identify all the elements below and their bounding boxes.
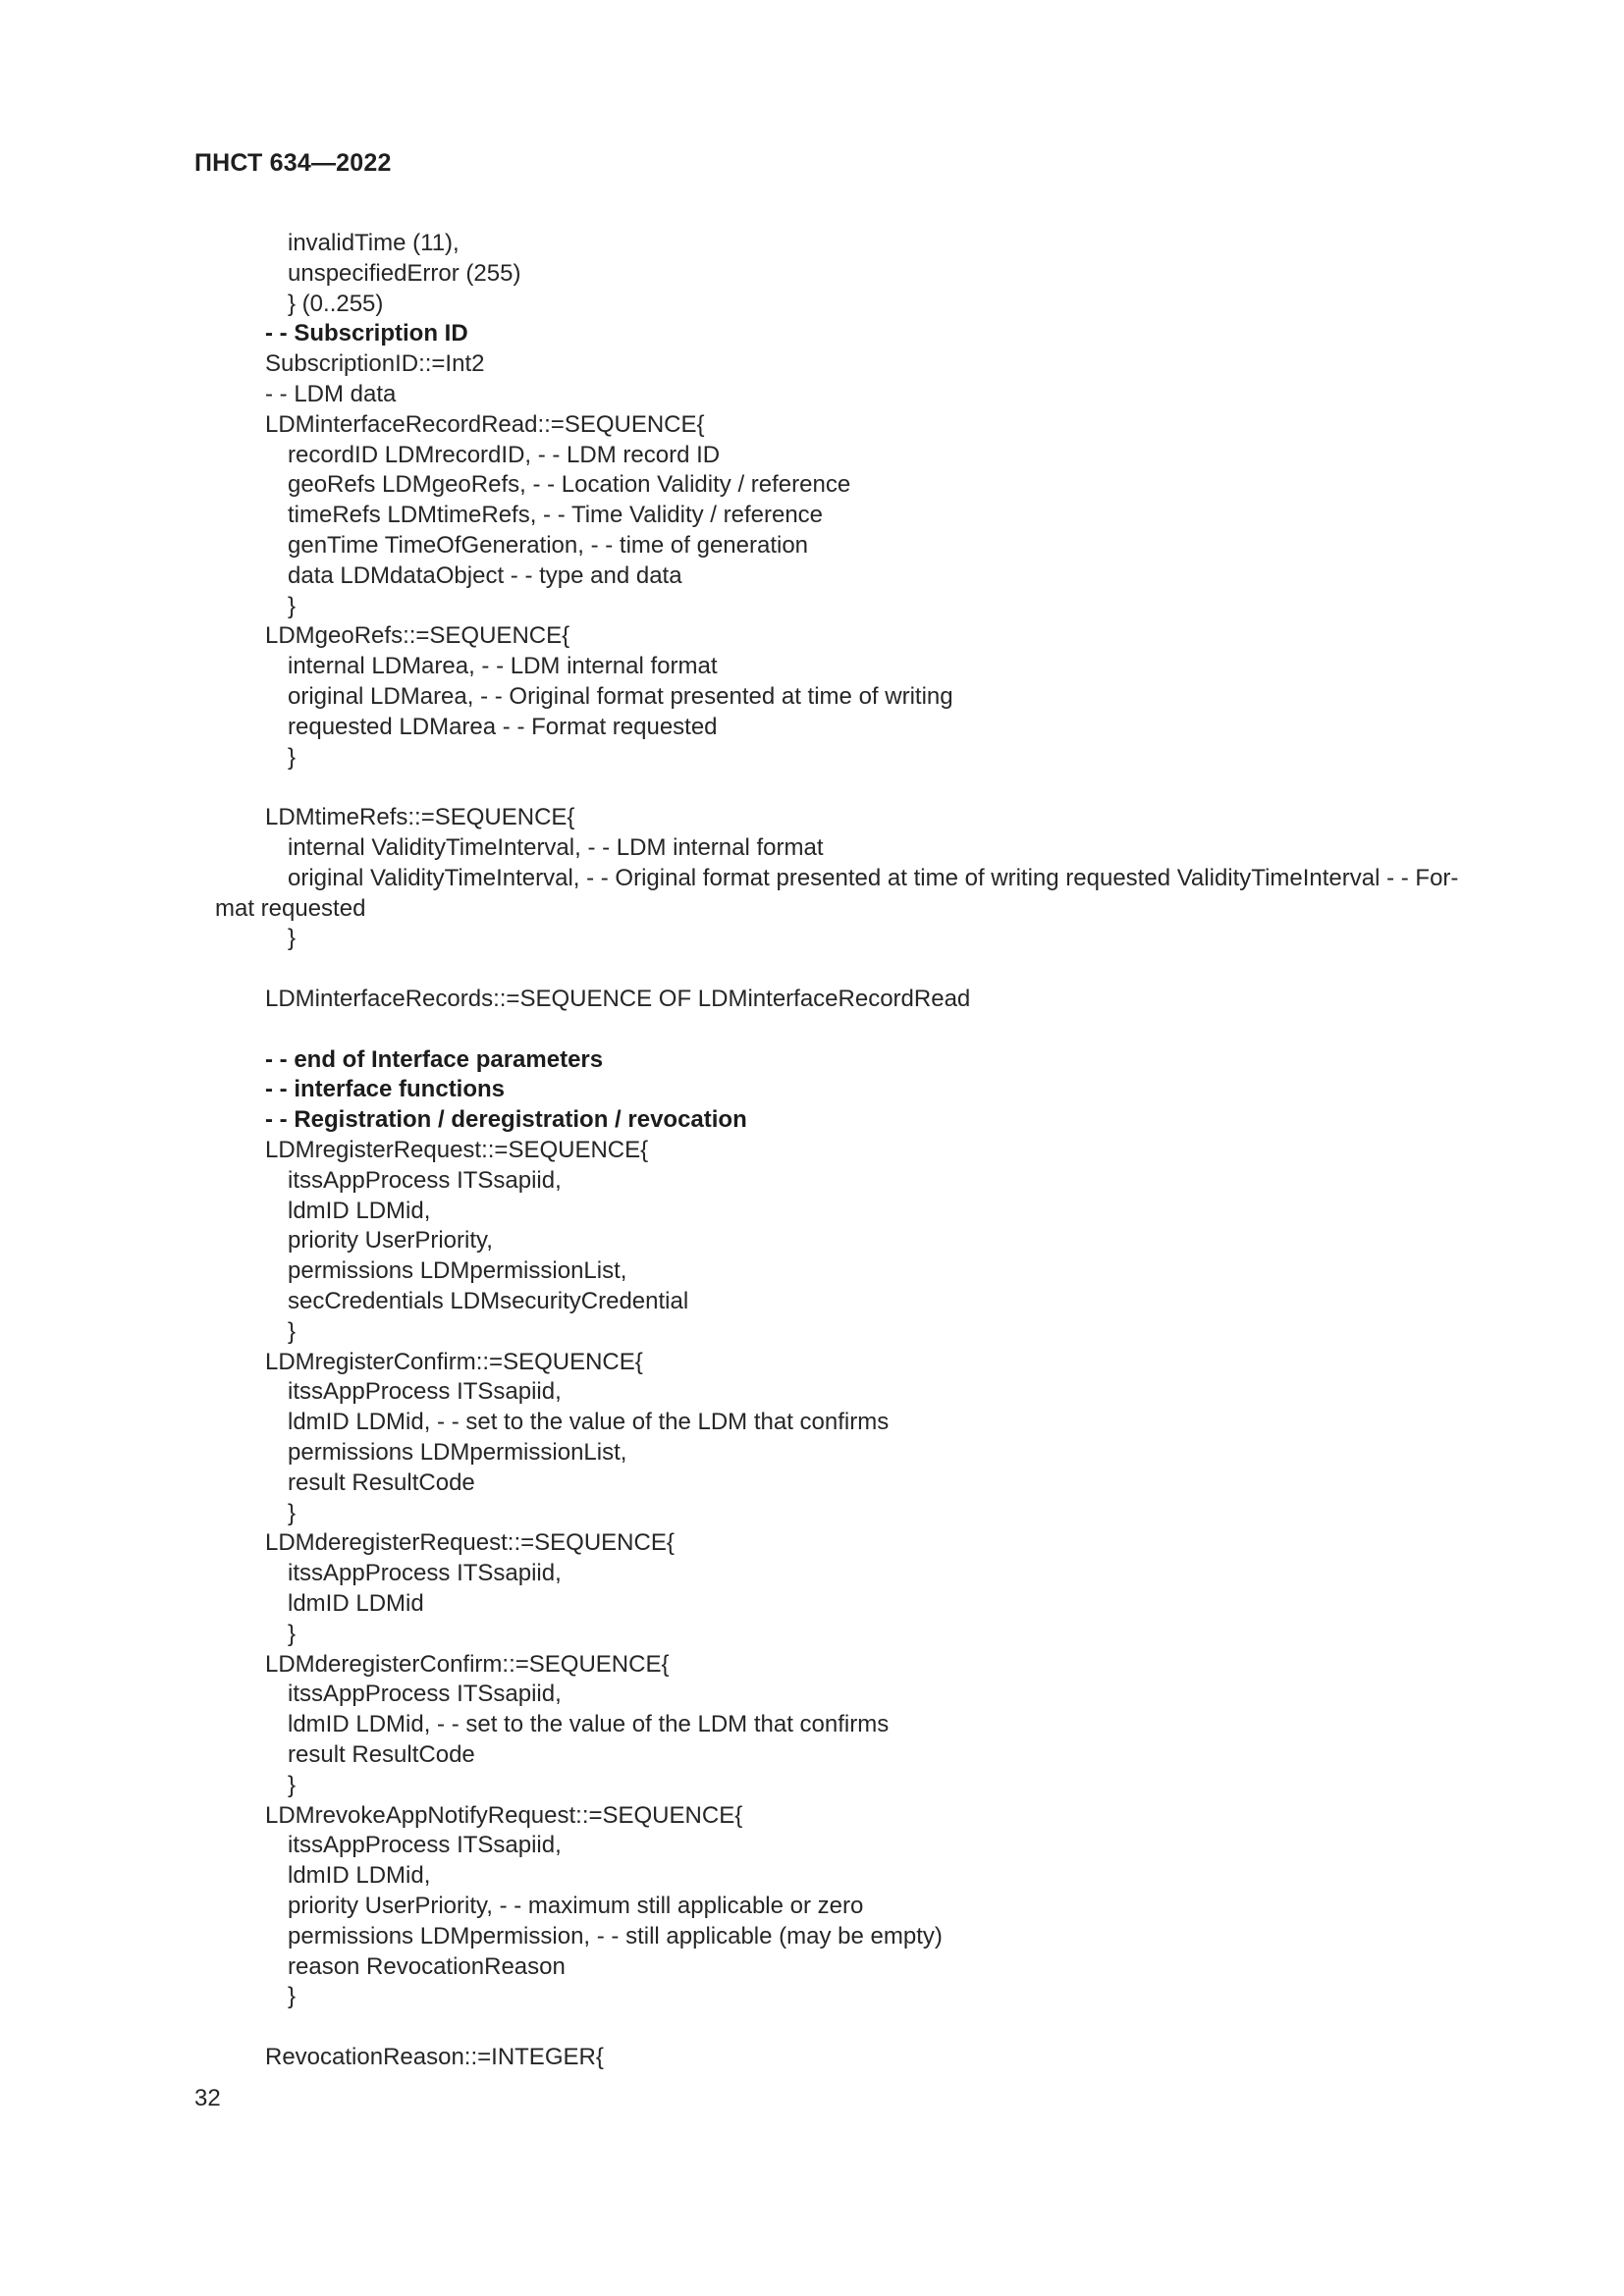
- code-line: LDMderegisterRequest::=SEQUENCE{: [265, 1529, 675, 1557]
- code-line: }: [288, 1771, 297, 1798]
- code-line: LDMinterfaceRecordRead::=SEQUENCE{: [265, 410, 705, 438]
- code-line: itssAppProcess ITSsapiid,: [288, 1560, 562, 1587]
- code-line: timeRefs LDMtimeRefs, - - Time Validity / reference: [288, 502, 824, 529]
- code-line: ldmID LDMid: [288, 1590, 424, 1617]
- code-line: ldmID LDMid, - - set to the value of the LDM that confirms: [288, 1409, 890, 1436]
- code-line: ldmID LDMid,: [288, 1862, 431, 1890]
- code-line: data LDMdataObject - - type and data: [288, 561, 682, 589]
- code-line: requested LDMarea - - Format requested: [288, 713, 718, 740]
- code-line: genTime TimeOfGeneration, - - time of generation: [288, 532, 809, 559]
- code-line: SubscriptionID::=Int2: [265, 350, 485, 378]
- comment-heading-line: - - Registration / deregistration / revocation: [265, 1106, 747, 1134]
- code-line: internal ValidityTimeInterval, - - LDM internal format: [288, 834, 824, 861]
- code-line: RevocationReason::=INTEGER{: [265, 2044, 604, 2070]
- code-line: internal LDMarea, - - LDM internal format: [288, 653, 718, 680]
- code-line: itssAppProcess ITSsapiid,: [288, 1378, 562, 1406]
- code-line: itssAppProcess ITSsapiid,: [288, 1832, 562, 1859]
- code-line: reason RevocationReason: [288, 1952, 566, 1980]
- code-line: permissions LDMpermission, - - still applicable (may be empty): [288, 1922, 943, 1949]
- code-line: itssAppProcess ITSsapiid,: [288, 1166, 562, 1194]
- code-line: LDMrevokeAppNotifyRequest::=SEQUENCE{: [265, 1801, 743, 1829]
- code-line: }: [288, 592, 297, 619]
- code-line: LDMtimeRefs::=SEQUENCE{: [265, 804, 575, 831]
- code-line: }: [288, 743, 297, 771]
- code-line: }: [288, 1983, 297, 2010]
- code-line: ldmID LDMid, - - set to the value of the LDM that confirms: [288, 1711, 890, 1738]
- code-line: original LDMarea, - - Original format presented at time of writing: [288, 683, 953, 710]
- code-line: priority UserPriority,: [288, 1227, 493, 1255]
- code-line: - - LDM data: [265, 381, 397, 407]
- code-line: geoRefs LDMgeoRefs, - - Location Validity / reference: [288, 471, 851, 499]
- code-line: ldmID LDMid,: [288, 1197, 431, 1224]
- code-line: }: [288, 1317, 297, 1345]
- code-line: recordID LDMrecordID, - - LDM record ID: [288, 441, 721, 468]
- comment-heading-line: - - interface functions: [265, 1076, 506, 1103]
- code-line: }: [288, 1499, 297, 1526]
- code-line: permissions LDMpermissionList,: [288, 1257, 627, 1285]
- document-header: ПНСТ 634—2022: [194, 149, 392, 177]
- code-line: invalidTime (11),: [288, 230, 460, 256]
- code-line: mat requested: [215, 894, 366, 922]
- code-line: permissions LDMpermissionList,: [288, 1439, 627, 1466]
- code-line: itssAppProcess ITSsapiid,: [288, 1681, 562, 1708]
- comment-heading-line: - - end of Interface parameters: [265, 1045, 604, 1073]
- code-line: priority UserPriority, - - maximum still applicable or zero: [288, 1893, 864, 1919]
- code-line: } (0..255): [288, 290, 384, 317]
- page-number: 32: [194, 2085, 221, 2111]
- code-line: LDMregisterConfirm::=SEQUENCE{: [265, 1348, 643, 1375]
- code-line: secCredentials LDMsecurityCredential: [288, 1288, 689, 1314]
- code-line: result ResultCode: [288, 1741, 475, 1768]
- code-line: LDMgeoRefs::=SEQUENCE{: [265, 622, 570, 650]
- comment-heading-line: - - Subscription ID: [265, 320, 468, 347]
- code-line: LDMderegisterConfirm::=SEQUENCE{: [265, 1650, 670, 1678]
- code-line: }: [288, 925, 297, 952]
- code-line: result ResultCode: [288, 1468, 475, 1496]
- code-line: }: [288, 1620, 297, 1647]
- code-line: LDMinterfaceRecords::=SEQUENCE OF LDMinterfaceRecordRead: [265, 986, 971, 1012]
- code-line: LDMregisterRequest::=SEQUENCE{: [265, 1137, 649, 1163]
- code-line: original ValidityTimeInterval, - - Original format presented at time of writing requested ValidityTimeInterval - - For-: [288, 864, 1459, 891]
- code-line: unspecifiedError (255): [288, 259, 521, 287]
